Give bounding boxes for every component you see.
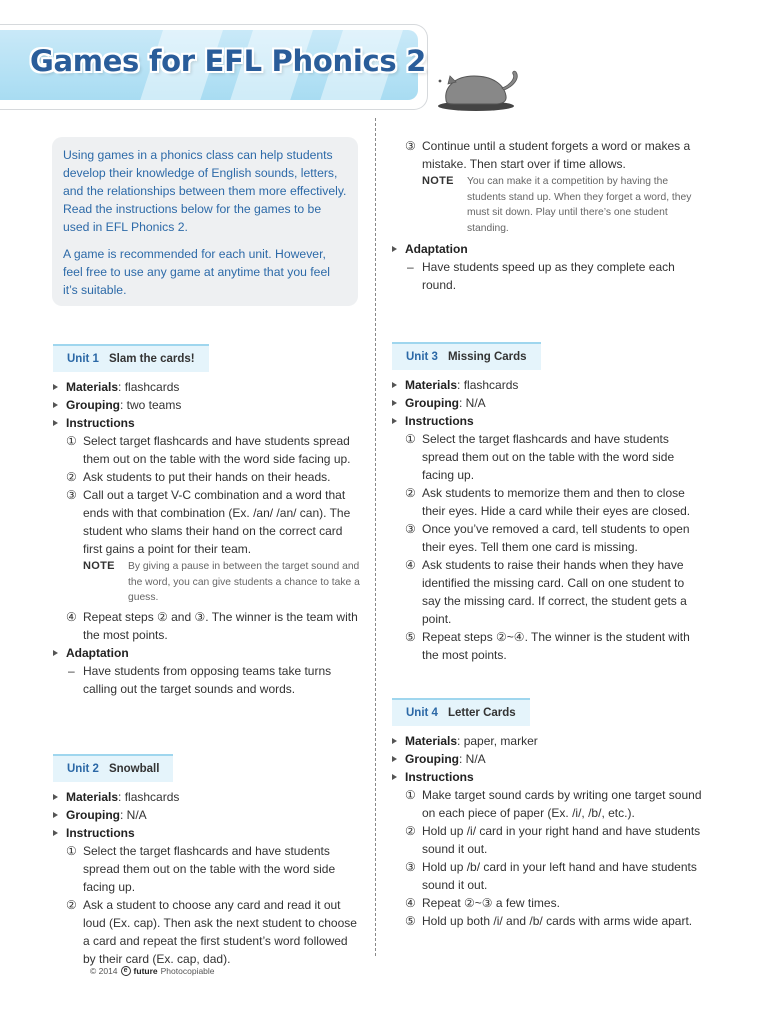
intro-paragraph-1: Using games in a phonics class can help students develop their knowledge of English sounds, letters, and the relationships between them more effectively. Read the instructions below for the games to be used in EFL Phonics 2. (63, 148, 347, 234)
publisher-logo-icon: e (121, 966, 131, 976)
list-item: ③ Once you’ve removed a card, tell students to open their eyes. Tell them one card is missing. (405, 522, 690, 554)
unit-2-content (53, 788, 363, 968)
unit-number: Unit 1 (67, 353, 99, 365)
unit-name: Slam the cards! (108, 353, 195, 365)
adaptation-row: Adaptation (392, 240, 702, 258)
unit-4-content (392, 732, 702, 930)
instructions-row: Instructions (392, 412, 702, 430)
cat-illustration-icon (428, 62, 528, 112)
list-item: ① Select the target flashcards and have students spread them out on the table with the word side facing up. (405, 432, 675, 482)
instructions-row: Instructions (53, 824, 363, 842)
materials-row: Materials: paper, marker (392, 732, 702, 750)
unit-number: Unit 3 (406, 351, 438, 363)
unit-1-content (53, 378, 363, 698)
intro-box (52, 137, 358, 306)
footer-text: Photocopiable (160, 966, 215, 976)
list-item: ② Ask students to memorize them and then to close their eyes. Hide a card while their eyes are closed. (405, 486, 691, 518)
instructions-row: Instructions (53, 414, 363, 432)
note: NOTE By giving a pause in between the target sound and the word, you can give students a chance to take a guess. (83, 560, 360, 603)
list-item: ① Make target sound cards by writing one target sound on each piece of paper (Ex. /i/, /b/, etc.). (405, 788, 702, 820)
list-item: ⑤ Repeat steps ②~④. The winner is the student with the most points. (405, 630, 690, 662)
unit-4-heading (392, 698, 530, 726)
list-item: ③ Call out a target V-C combination and a word that ends with that combination (Ex. /an/ /an/ can). The student who slams their hand on the correct card first gains a point for their team. (66, 488, 351, 556)
publisher-name: future (133, 966, 158, 976)
list-item: ① Select the target flashcards and have students spread them out on the table with the word side facing up. (66, 844, 336, 894)
instructions-row: Instructions (392, 768, 702, 786)
unit-3-heading (392, 342, 541, 370)
unit-number: Unit 4 (406, 707, 438, 719)
unit-2-heading (53, 754, 173, 782)
list-item: ② Ask students to put their hands on their heads. (66, 470, 331, 484)
materials-row: Materials: flashcards (53, 788, 363, 806)
materials-row: Materials: flashcards (392, 376, 702, 394)
footer (90, 966, 215, 976)
page-title: Games for EFL Phonics 2 (30, 44, 426, 78)
grouping-row: Grouping: N/A (392, 750, 702, 768)
list-item: ② Hold up /i/ card in your right hand and have students sound it out. (405, 824, 701, 856)
materials-row: Materials: flashcards (53, 378, 363, 396)
intro-paragraph-2: A game is recommended for each unit. However, feel free to use any game at anytime that you feel it’s suitable. (63, 247, 330, 297)
list-item: ④ Ask students to raise their hands when they have identified the missing card. Call on one student to say the missing card. If correct, the student gets a point. (405, 558, 687, 626)
list-item: ⑤ Hold up both /i/ and /b/ cards with arms wide apart. (405, 914, 693, 928)
footer-copyright: © 2014 (90, 966, 118, 976)
list-item: ② Ask a student to choose any card and read it out loud (Ex. cap). Then ask the next student to choose a card and repeat the first student’s word followed by their card (Ex. cap, dad). (66, 898, 357, 966)
list-item: ④ Repeat ②~③ a few times. (405, 896, 560, 910)
unit-1-heading (53, 344, 209, 372)
list-item: ① Select target flashcards and have students spread them out on the table with the word side facing up. (66, 434, 351, 466)
unit-2-continued (392, 137, 702, 294)
list-item: ③ Hold up /b/ card in your left hand and have students sound it out. (405, 860, 697, 892)
unit-name: Snowball (108, 763, 160, 775)
note: NOTE You can make it a competition by having the students stand up. When they forget a word, they must sit down. Play until there’s one student standing. (422, 175, 692, 234)
grouping-row: Grouping: N/A (392, 394, 702, 412)
unit-3-content (392, 376, 702, 664)
unit-number: Unit 2 (67, 763, 99, 775)
list-item: ③ Continue until a student forgets a word or makes a mistake. Then start over if time allows. (405, 139, 691, 171)
list-item: ④ Repeat steps ② and ③. The winner is the team with the most points. (66, 609, 358, 642)
grouping-row: Grouping: two teams (53, 396, 363, 414)
column-divider (375, 118, 376, 956)
grouping-row: Grouping: N/A (53, 806, 363, 824)
adaptation-row: Adaptation (53, 644, 363, 662)
unit-name: Missing Cards (447, 351, 527, 363)
adaptation-item: – Have students speed up as they complete each round. (407, 260, 675, 292)
unit-name: Letter Cards (447, 707, 516, 719)
adaptation-item: – Have students from opposing teams take turns calling out the target sounds and words. (68, 663, 332, 696)
